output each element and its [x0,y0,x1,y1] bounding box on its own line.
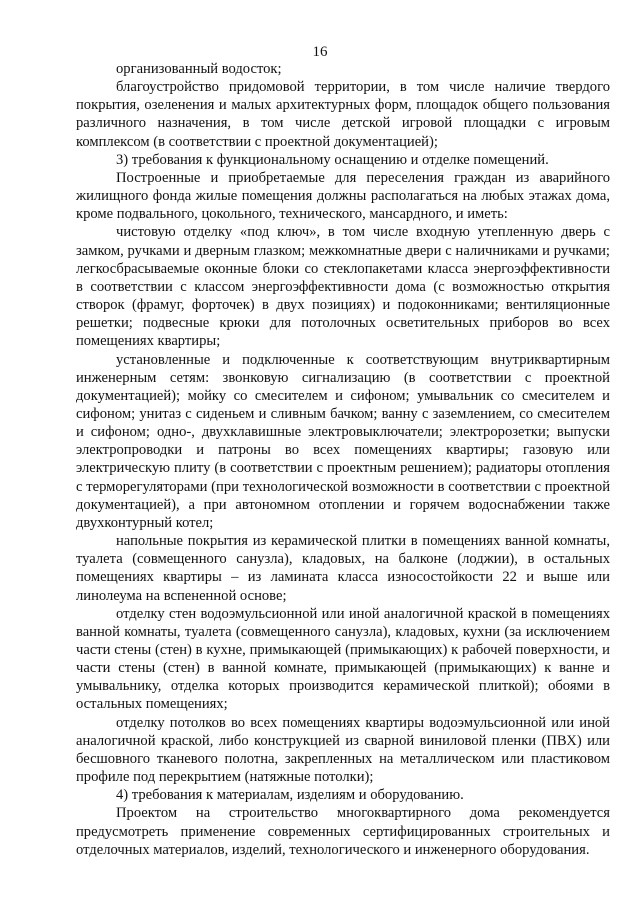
paragraph-turnkey-finishing: чистовую отделку «под ключ», в том числе входную утепленную дверь с замком, ручками и дверным глазком; межкомнатные двери с наличниками и ручками; легкосбрасываемые оконные блоки со стеклопакетами класса энергоэффективности в соответствии с классом энергоэффективности дома (с возможностью открытия створок (фрамуг, форточек) в двух позициях) и подоконниками; вентиляционные решетки; подвесные крюки для потолочных осветительных приборов во всех помещениях квартиры; [76,224,610,350]
page-number: 16 [312,44,328,60]
paragraph-landscaping: благоустройство придомовой территории, в том числе наличие твердого покрытия, озеленения и малых архитектурных форм, площадок общего пользования различного назначения, в том числе детской игровой площадки с игровым комплексом (в соответствии с проектной документацией); [76,79,610,150]
paragraph-drainage: организованный водосток; [116,61,282,77]
paragraph-section-3-heading: 3) требования к функциональному оснащению и отделке помещений. [116,151,549,168]
paragraph-materials-recommendation: Проектом на строительство многоквартирного дома рекомендуется предусмотреть применение современных сертифицированных строительных и отделочных материалов, изделий, технологического и инженерного оборудования. [76,805,610,858]
paragraph-premises-requirements: Построенные и приобретаемые для переселения граждан из аварийного жилищного фонда жилые помещения должны располагаться на любых этажах дома, кроме подвального, цокольного, технического, мансардного, и иметь: [76,169,610,223]
paragraph-wall-finishing: отделку стен водоэмульсионной или иной аналогичной краской в помещениях ванной комнаты, туалета (совмещенного санузла), кладовых, кухни (за исключением части стены (стен) в кухне, примыкающей (примыкающих) к рабочей поверхности, и части стены (стен) в ванной комнате, примыкающей (примыкающих) к ванне и умывальнику, отделка которых производится керамической плиткой); обоями в остальных помещениях; [76,605,610,713]
paragraph-floor-coverings: напольные покрытия из керамической плитки в помещениях ванной комнаты, туалета (совмещенного санузла), кладовых, на балконе (лоджии), в остальных помещениях квартиры – из ламината класса износостойкости 22 и выше или линолеума на вспененной основе; [76,533,610,604]
paragraph-installed-equipment: установленные и подключенные к соответствующим внутриквартирным инженерным сетям: звонковую сигнализацию (в соответствии с проектной документацией); мойку со смесителем и сифоном; умывальник со смесителем и сифоном; унитаз с сиденьем и сливным бачком; ванну с заземлением, со смесителем и сифоном; одно-, двухклавишные электровыключатели; электророзетки; выпуски электропроводки и патроны во всех помещениях квартиры; газовую или электрическую плиту (в соответствии с проектным решением); радиаторы отопления с терморегуляторами (при технологической возможности в соответствии с проектной документацией), а при автономном отоплении и горячем водоснабжении также двухконтурный котел; [76,351,610,531]
paragraph-ceiling-finishing: отделку потолков во всех помещениях квартиры водоэмульсионной или иной аналогичной краской, либо конструкцией из сварной виниловой пленки (ПВХ) или бесшовного тканевого полотна, закрепленных на металлическом или пластиковом профиле под перекрытием (натяжные потолки); [76,714,610,786]
paragraph-section-4-heading: 4) требования к материалам, изделиям и оборудованию. [116,787,464,804]
document-body [76,60,610,859]
